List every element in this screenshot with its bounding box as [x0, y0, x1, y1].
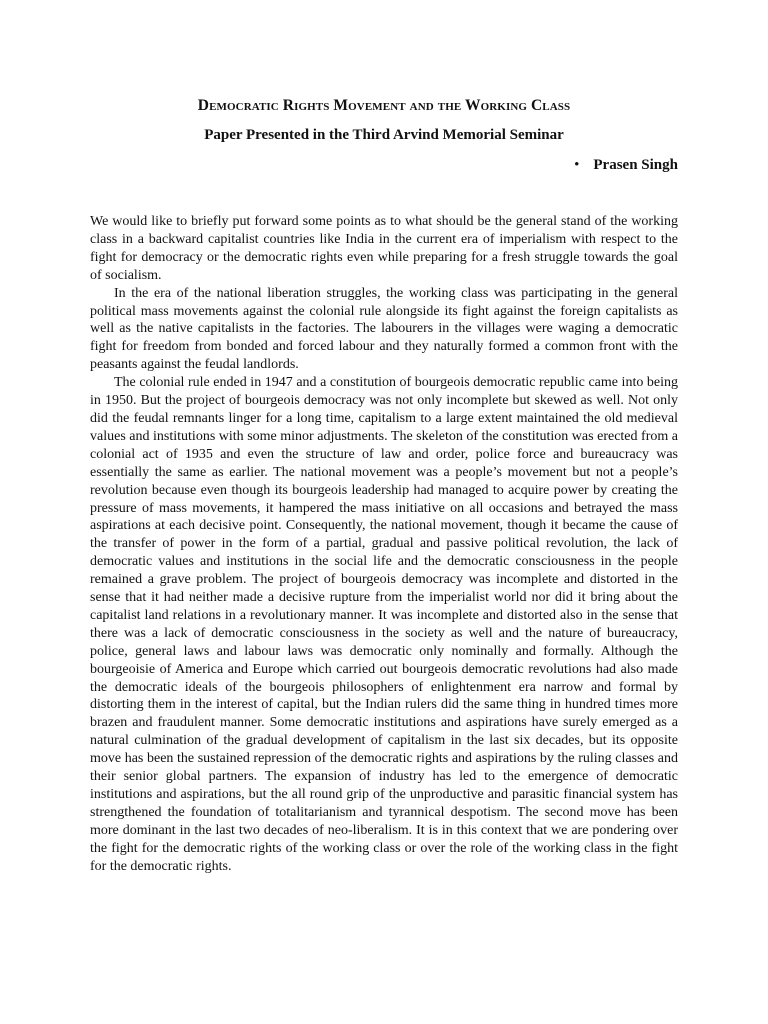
- document-title: Democratic Rights Movement and the Working Class: [197, 97, 571, 114]
- author-name: Prasen Singh: [593, 157, 678, 173]
- paragraph: The colonial rule ended in 1947 and a constitution of bourgeois democratic republic came into being in 1950. But the project of bourgeois democracy was not only incomplete but skewed as well. Not only did the feudal remnants linger for a long time, capitalism to a large extent maintained the old medieval values and institutions with some minor adjustments. The skeleton of the constitution was erected from a colonial act of 1935 and even the structure of law and order, police force and bureaucracy was essentially the same as earlier. The national movement was a people’s movement but not a people’s revolution because even though its bourgeois leadership had managed to acquire power by creating the pressure of mass movements, it hampered the mass initiative on all occasions and betrayed the mass aspirations at each decisive point. Consequently, the national movement, though it became the cause of the transfer of power in the form of a partial, gradual and passive political revolution, the lack of democratic values and institutions in the social life and the democratic consciousness in the people remained a grave problem. The project of bourgeois democracy was incomplete and distorted in the sense that it had neither made a decisive rupture from the imperialist world nor did it bring about the capitalist land relations in a revolutionary manner. It was incomplete and distorted also in the sense that there was a lack of democratic consciousness in the society as well and the nature of bureaucracy, police, general laws and labour laws was democratic only nominally and formally. Although the bourgeoisie of America and Europe which carried out bourgeois democratic revolutions had also made the democratic ideals of the bourgeois philosophers of enlightenment era narrow and formal by distorting them in the interest of capital, but the Indian rulers did the same thing in hundred times more brazen and fraudulent manner. Some democratic institutions and aspirations have surely emerged as a natural culmination of the gradual development of capitalism in the last six decades, but its opposite move has been the sustained repression of the democratic rights and aspirations by the ruling classes and their senior global partners. The expansion of industry has led to the emergence of democratic institutions and aspirations, but the all round grip of the unproductive and parasitic financial system has strengthened the foundation of totalitarianism and tyrannical despotism. The second move has been more dominant in the last two decades of neo-liberalism. It is in this context that we are pondering over the fight for the democratic rights of the working class or over the role of the working class in the fight for the democratic rights.: [90, 375, 678, 874]
- document-subtitle: Paper Presented in the Third Arvind Memorial Seminar: [204, 127, 564, 143]
- paragraph: In the era of the national liberation struggles, the working class was participating in the general political mass movements against the colonial rule alongside its fight against the foreign capitalists as well as the native capitalists in the factories. The labourers in the villages were waging a democratic fight for freedom from bonded and forced labour and they naturally formed a common front with the peasants against the feudal landlords.: [90, 285, 678, 373]
- paragraph: We would like to briefly put forward some points as to what should be the general stand of the working class in a backward capitalist countries like India in the current era of imperialism with respect to the fight for democracy or the democratic rights even while preparing for a fresh struggle towards the goal of socialism.: [90, 214, 678, 283]
- bullet-icon: •: [574, 157, 580, 173]
- document-body: [90, 213, 678, 876]
- author-line: [0, 157, 678, 174]
